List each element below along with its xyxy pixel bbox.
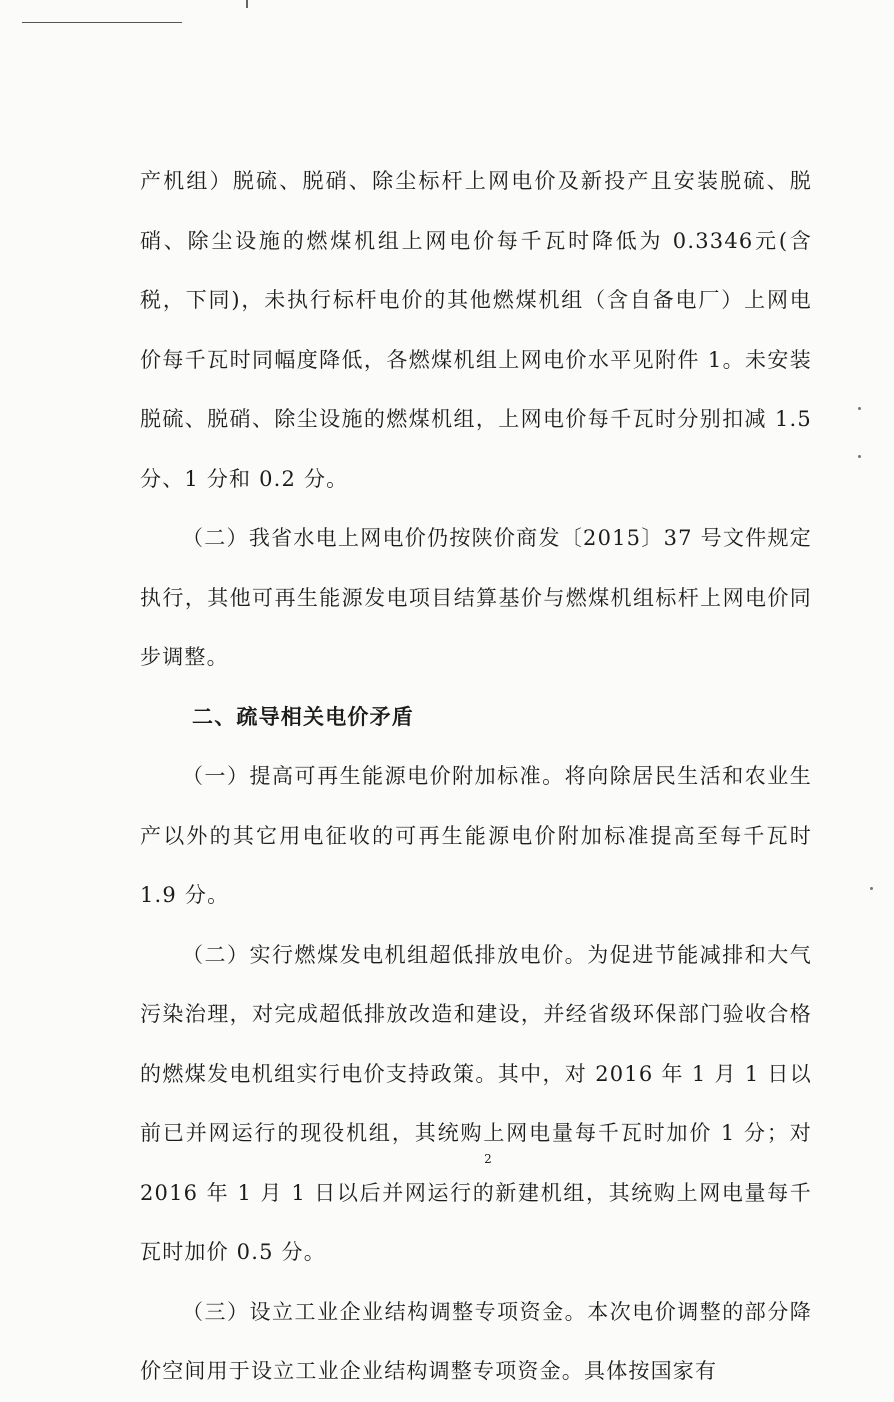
scan-speck [870,887,873,890]
scan-binding-mark [246,0,248,8]
paragraph-restructuring-fund: （三）设立工业企业结构调整专项资金。本次电价调整的部分降价空间用于设立工业企业结构调整专项资金。具体按国家有 [140,1299,812,1383]
page-number: 2 [484,1152,492,1166]
scan-speck [858,455,861,458]
paragraph-renewable-surcharge: （一）提高可再生能源电价附加标准。将向除居民生活和农业生产以外的其它用电征收的可再生能源电价附加标准提高至每千瓦时 1.9 分。 [140,764,812,907]
scan-header-rule [22,22,182,23]
document-body [140,152,812,1402]
scan-speck [858,407,861,410]
paragraph-ultra-low-emission: （二）实行燃煤发电机组超低排放电价。为促进节能减排和大气污染治理，对完成超低排放改造和建设，并经省级环保部门验收合格的燃煤发电机组实行电价支持政策。其中，对 2016 年 1 月 1 日以前已并网运行的现役机组，其统购上网电量每千瓦时加价 1 分；对 2016 年 1 月 1 日以后并网运行的新建机组，其统购上网电量每千瓦时加价 0.5 分。 [140,942,812,1264]
paragraph-hydropower-price: （二）我省水电上网电价仍按陕价商发〔2015〕37 号文件规定执行，其他可再生能源发电项目结算基价与燃煤机组标杆上网电价同步调整。 [140,526,812,669]
paragraph-coal-price-continuation: 产机组）脱硫、脱硝、除尘标杆上网电价及新投产且安装脱硫、脱硝、除尘设施的燃煤机组上网电价每千瓦时降低为 0.3346元(含税，下同)，未执行标杆电价的其他燃煤机组（含自备电厂）上网电价每千瓦时同幅度降低，各燃煤机组上网电价水平见附件 1。未安装脱硫、脱硝、除尘设施的燃煤机组，上网电价每千瓦时分别扣减 1.5 分、1 分和 0.2 分。 [140,169,812,491]
section-heading-2: 二、疏导相关电价矛盾 [192,704,414,729]
